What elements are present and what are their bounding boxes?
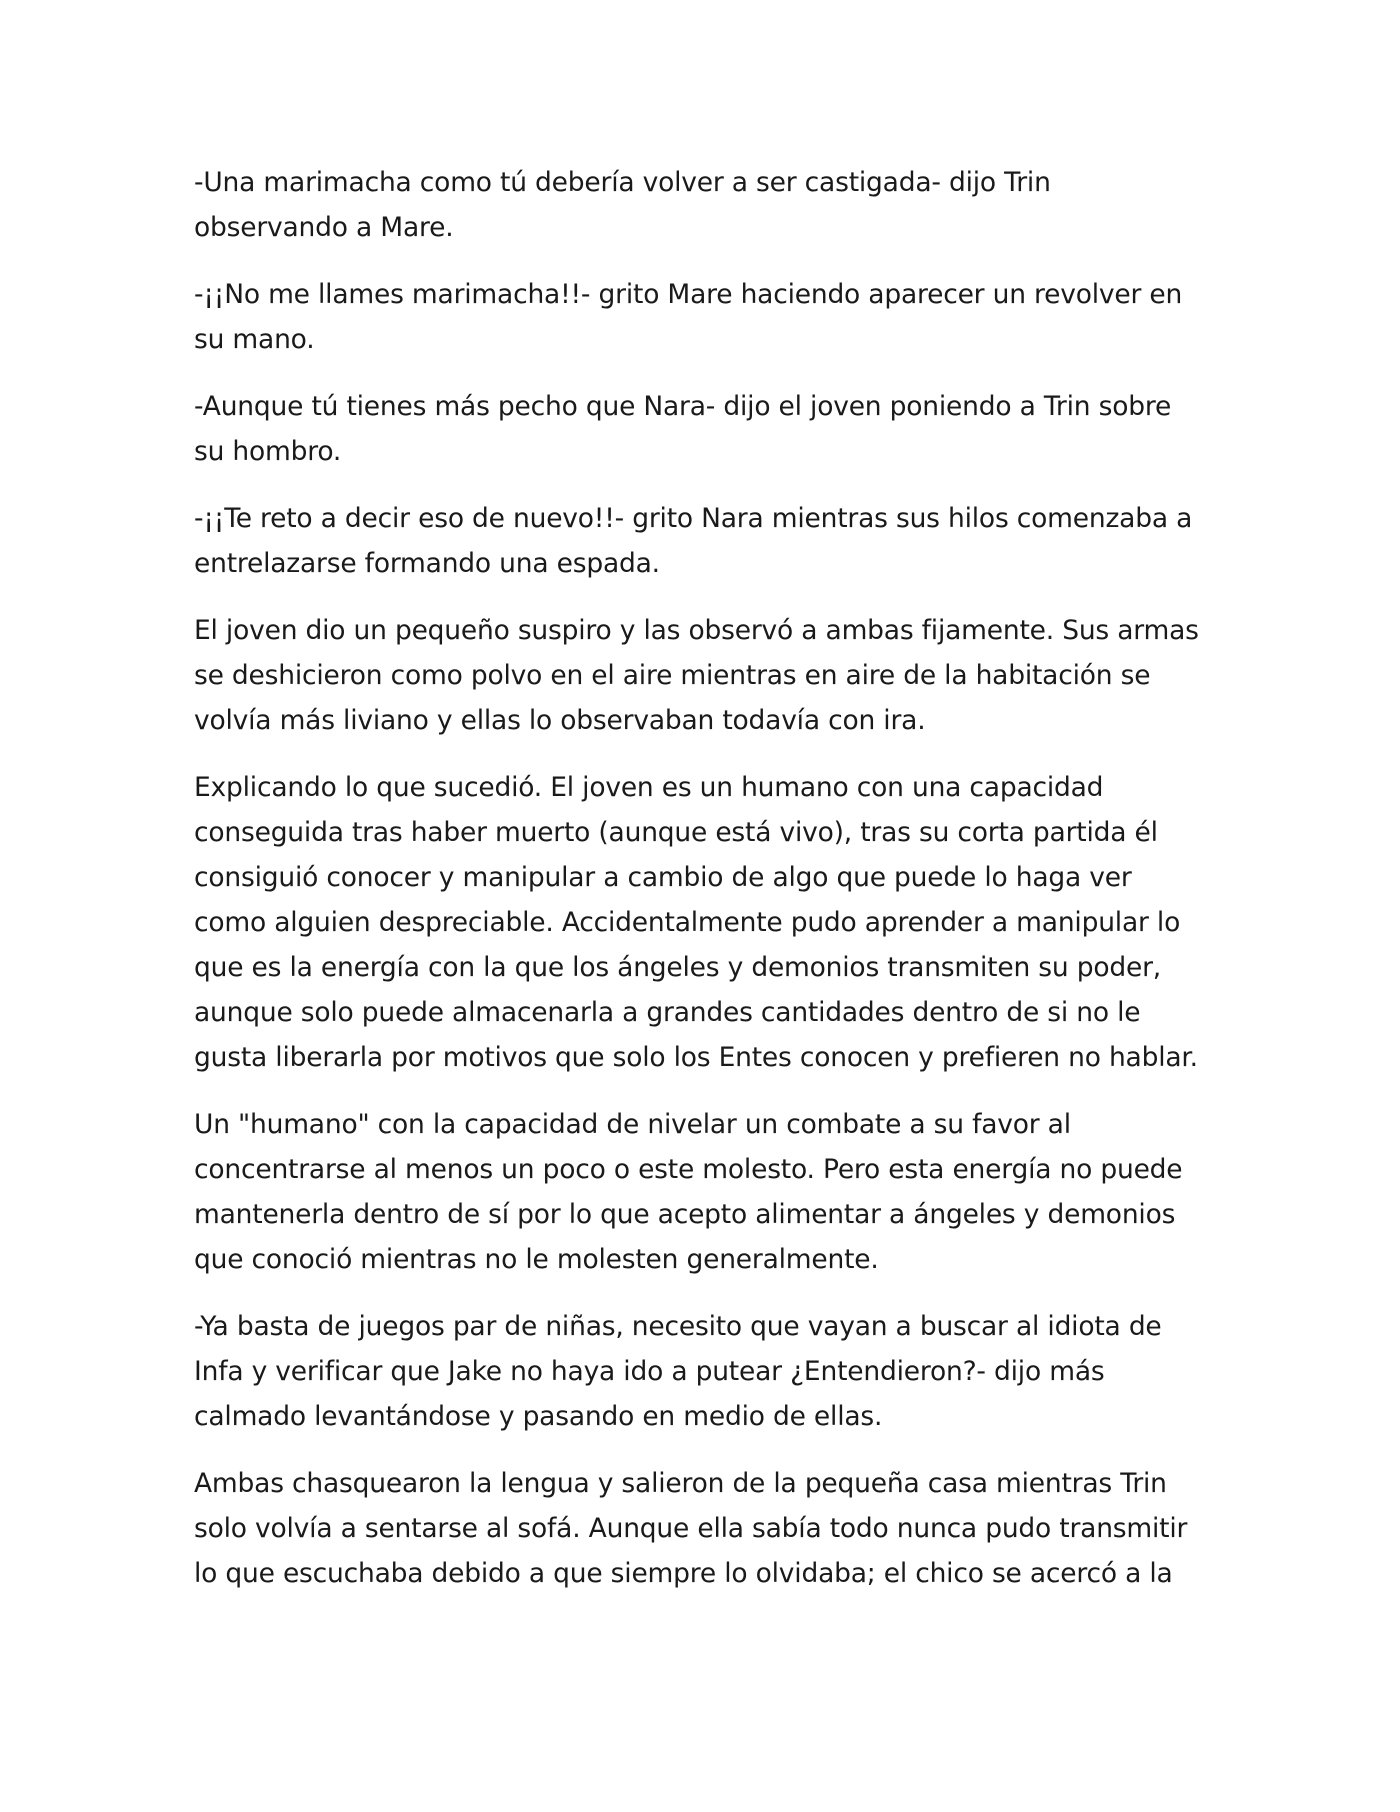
paragraph-3: -Aunque tú tienes más pecho que Nara- dijo el joven poniendo a Trin sobre su hombro. <box>194 391 1172 467</box>
paragraph-4: -¡¡Te reto a decir eso de nuevo!!- grito Nara mientras sus hilos comenzaba a entrelazarse formando una espada. <box>194 503 1193 579</box>
paragraph-7: Un "humano" con la capacidad de nivelar un combate a su favor al concentrarse al menos un poco o este molesto. Pero esta energía no puede mantenerla dentro de sí por lo que acepto alimentar a ángeles y demonios que conoció mientras no le molesten generalmente. <box>194 1109 1183 1275</box>
paragraph-6: Explicando lo que sucedió. El joven es un humano con una capacidad conseguida tras haber muerto (aunque está vivo), tras su corta partida él consiguió conocer y manipular a cambio de algo que puede lo haga ver como alguien despreciable. Accidentalmente pudo aprender a manipular lo que es la energía con la que los ángeles y demonios transmiten su poder, aunque solo puede almacenarla a grandes cantidades dentro de si no le gusta liberarla por motivos que solo los Entes conocen y prefieren no hablar. <box>194 772 1198 1073</box>
paragraph-5: El joven dio un pequeño suspiro y las observó a ambas fijamente. Sus armas se deshicieron como polvo en el aire mientras en aire de la habitación se volvía más liviano y ellas lo observaban todavía con ira. <box>194 615 1199 736</box>
paragraph-1: -Una marimacha como tú debería volver a ser castigada- dijo Trin observando a Mare. <box>194 167 1051 243</box>
paragraph-8: -Ya basta de juegos par de niñas, necesito que vayan a buscar al idiota de Infa y verificar que Jake no haya ido a putear ¿Entendieron?- dijo más calmado levantándose y pasando en medio de ellas. <box>194 1311 1162 1432</box>
document-body <box>194 160 1206 1618</box>
paragraph-2: -¡¡No me llames marimacha!!- grito Mare haciendo aparecer un revolver en su mano. <box>194 279 1183 355</box>
paragraph-9: Ambas chasquearon la lengua y salieron de la pequeña casa mientras Trin solo volvía a sentarse al sofá. Aunque ella sabía todo nunca pudo transmitir lo que escuchaba debido a que siempre lo olvidaba; el chico se acercó a la <box>194 1468 1188 1589</box>
